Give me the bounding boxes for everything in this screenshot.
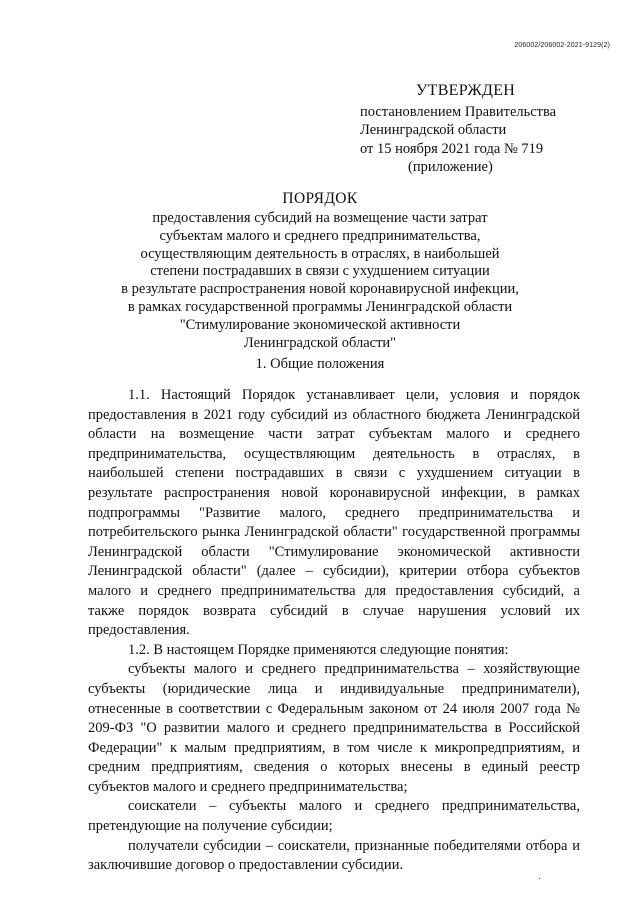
heading-subtitle-line: осуществляющим деятельность в отраслях, в наибольшей [140, 245, 500, 262]
approval-line: от 15 ноября 2021 года № 719 [360, 140, 544, 157]
paragraph: соискатели – субъекты малого и среднего предпринимательства, претендующие на получение субсидии; [88, 798, 580, 835]
document-heading [0, 190, 640, 352]
paragraph: 1.1. Настоящий Порядок устанавливает цели, условия и порядок предоставления в 2021 году субсидий из областного бюджета Ленинградской области на возмещение части затрат субъектам малого и среднего предпринимательства, осуществляющим деятельность в отраслях, в наибольшей степени пострадавших в связи с ухудшением ситуации в результате распространения новой коронавирусной инфекции, в рамках подпрограммы "Развитие малого, среднего предпринимательства и потребительского рынка Ленинградской области" государственной программы Ленинградской области "Стимулирование экономической активности Ленинградской области" (далее – субсидии), критерии отбора субъектов малого и среднего предпринимательства для предоставления субсидий, а также порядок возврата субсидий в случае нарушения условий их предоставления. [88, 387, 580, 639]
approval-block [360, 82, 556, 177]
heading-subtitle-line: степени пострадавших в связи с ухудшением ситуации [150, 263, 490, 280]
paragraph: 1.2. В настоящем Порядке применяются следующие понятия: [128, 641, 509, 658]
page-mark: · [538, 874, 542, 885]
heading-subtitle-line: субъектам малого и среднего предпринимательства, [159, 227, 481, 244]
heading-subtitle-line: в рамках государственной программы Ленинградской области [127, 298, 513, 315]
paragraph: субъекты малого и среднего предпринимательства – хозяйствующие субъекты (юридические лица и индивидуальные предприниматели), отнесенные в соответствии с Федеральным законом от 24 июля 2007 года № 209-ФЗ "О развитии малого и среднего предпринимательства в Российской Федерации" к малым предприятиям, в том числе к микропредприятиям, и средним предприятиям, сведения о которых внесены в единый реестр субъектов малого и среднего предпринимательства; [88, 661, 580, 795]
heading-subtitle-line: предоставления субсидий на возмещение части затрат [152, 210, 488, 226]
heading-subtitle-line: "Стимулирование экономической активности [179, 316, 461, 333]
approval-line: Ленинградской области [360, 122, 507, 138]
document-code: 206002/206002-2021-9129(2) [514, 42, 610, 49]
approval-line: постановлением Правительства [360, 103, 557, 120]
heading-subtitle-line: в результате распространения новой коронавирусной инфекции, [121, 281, 519, 298]
document-body [88, 386, 580, 876]
heading-title: ПОРЯДОК [282, 190, 358, 207]
section-title: 1. Общие положения [255, 356, 385, 372]
heading-subtitle-line: Ленинградской области" [243, 334, 397, 351]
approval-title: УТВЕРЖДЕН [416, 82, 516, 99]
approval-annex: (приложение) [408, 159, 493, 175]
paragraph: получатели субсидии – соискатели, признанные победителями отбора и заключившие договор о предоставлении субсидии. [88, 837, 580, 874]
